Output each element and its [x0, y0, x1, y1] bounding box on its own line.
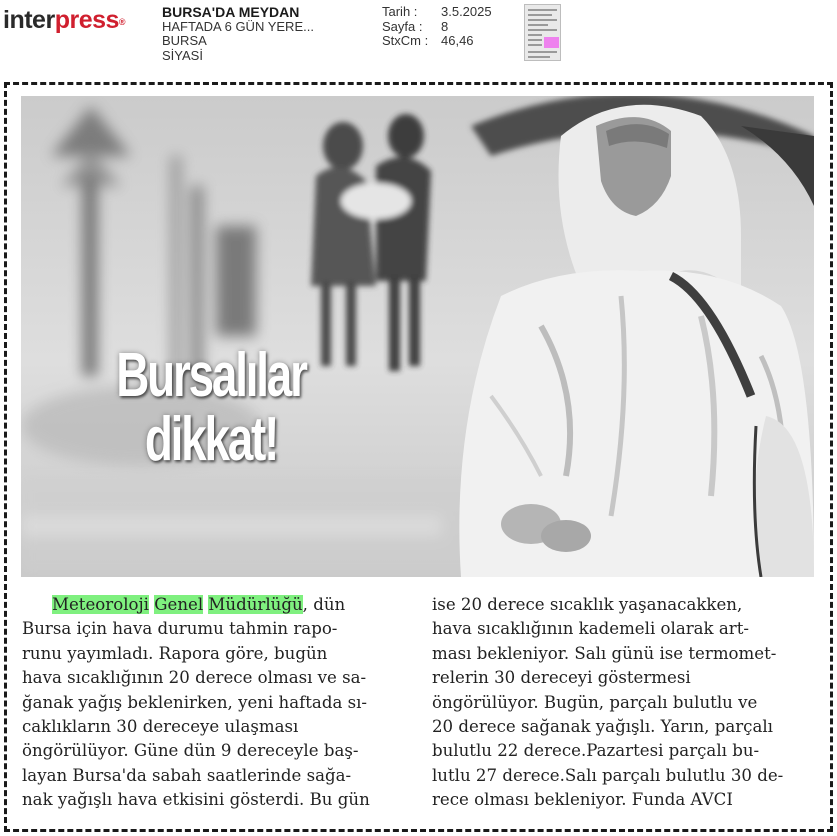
meta-value: 8	[441, 18, 449, 34]
article-column-2	[432, 593, 817, 813]
category-label: SİYASİ	[162, 47, 203, 63]
thumb-line	[528, 14, 552, 16]
publication-info	[162, 5, 314, 63]
text-line: hava sıcaklığının kademeli olarak art-	[432, 619, 749, 639]
page-thumbnail-icon[interactable]	[524, 4, 561, 61]
issue-title: HAFTADA 6 GÜN YERE...	[162, 18, 314, 34]
text-line: rece olması bekleniyor. Funda AVCI	[432, 790, 733, 810]
thumb-line	[528, 51, 557, 53]
meta-row-date	[382, 5, 492, 20]
logo-text-press: press	[54, 6, 119, 34]
thumb-article-highlight	[544, 37, 559, 48]
text-line: hava sıcaklığının 20 derece olması ve sa-	[22, 668, 367, 688]
headline-line-1: Bursalılar	[116, 341, 306, 410]
thumb-line	[528, 39, 542, 41]
highlighted-keyword: Müdürlüğü	[208, 595, 303, 614]
logo-registered-mark: ®	[118, 17, 126, 27]
meta-label: Sayfa :	[382, 18, 423, 34]
text-line: Bursa için hava durumu tahmin rapo-	[22, 619, 338, 639]
text-fragment: , dün	[302, 595, 346, 614]
highlighted-keyword: Meteoroloji	[52, 595, 149, 614]
article-headline	[115, 341, 307, 474]
thumb-line	[528, 56, 550, 58]
text-line: ise 20 derece sıcaklık yaşanacakken,	[432, 595, 743, 614]
meta-row-stxcm	[382, 34, 492, 49]
text-line: ması bekleniyor. Salı günü ise termomet-	[432, 643, 777, 663]
clipping-meta	[382, 5, 492, 49]
meta-value: 46,46	[441, 33, 474, 48]
thumb-line	[528, 24, 548, 26]
meta-label: Tarih :	[382, 4, 418, 19]
text-line: öngörülüyor. Güne dün 9 dereceyle baş-	[22, 741, 359, 761]
city-label: BURSA	[162, 33, 207, 48]
highlighted-keyword: Genel	[154, 595, 204, 614]
interpress-logo[interactable]	[3, 6, 125, 34]
text-line	[22, 593, 410, 617]
text-line: öngörülüyor. Bugün, parçalı bulutlu ve	[432, 692, 758, 712]
thumb-line	[528, 19, 557, 21]
text-line: bulutlu 22 derece.Pazartesi parçalı bu-	[432, 741, 760, 761]
article-column-1	[22, 593, 410, 813]
thumb-line	[528, 34, 542, 36]
text-line: layan Bursa'da sabah saatlerinde sağa-	[22, 765, 352, 785]
thumb-line	[528, 29, 557, 31]
text-line: runu yayımladı. Rapora göre, bugün	[22, 643, 328, 663]
thumb-line	[528, 9, 557, 11]
thumb-line	[528, 44, 542, 46]
text-line: lutlu 27 derece.Salı parçalı bulutlu 30 de-	[432, 765, 784, 785]
meta-row-page	[382, 20, 492, 35]
headline-line-2: dikkat!	[144, 405, 278, 474]
text-line: relerin 30 dereceyi göstermesi	[432, 668, 691, 688]
publication-name: BURSA'DA MEYDAN	[162, 4, 300, 20]
text-line: 20 derece sağanak yağışlı. Yarın, parçalı	[432, 717, 773, 737]
article-photo	[21, 96, 814, 577]
logo-text-inter: inter	[3, 6, 55, 34]
text-line: ğanak yağış beklenirken, yeni haftada sı-	[22, 692, 368, 712]
text-line: nak yağışlı hava etkisini gösterdi. Bu gün	[22, 790, 370, 810]
meta-label: StxCm :	[382, 33, 429, 48]
rain-scene-illustration	[21, 96, 814, 577]
meta-value: 3.5.2025	[441, 4, 492, 19]
text-line: caklıkların 30 dereceye ulaşması	[22, 717, 299, 737]
clipping-header	[0, 0, 837, 78]
